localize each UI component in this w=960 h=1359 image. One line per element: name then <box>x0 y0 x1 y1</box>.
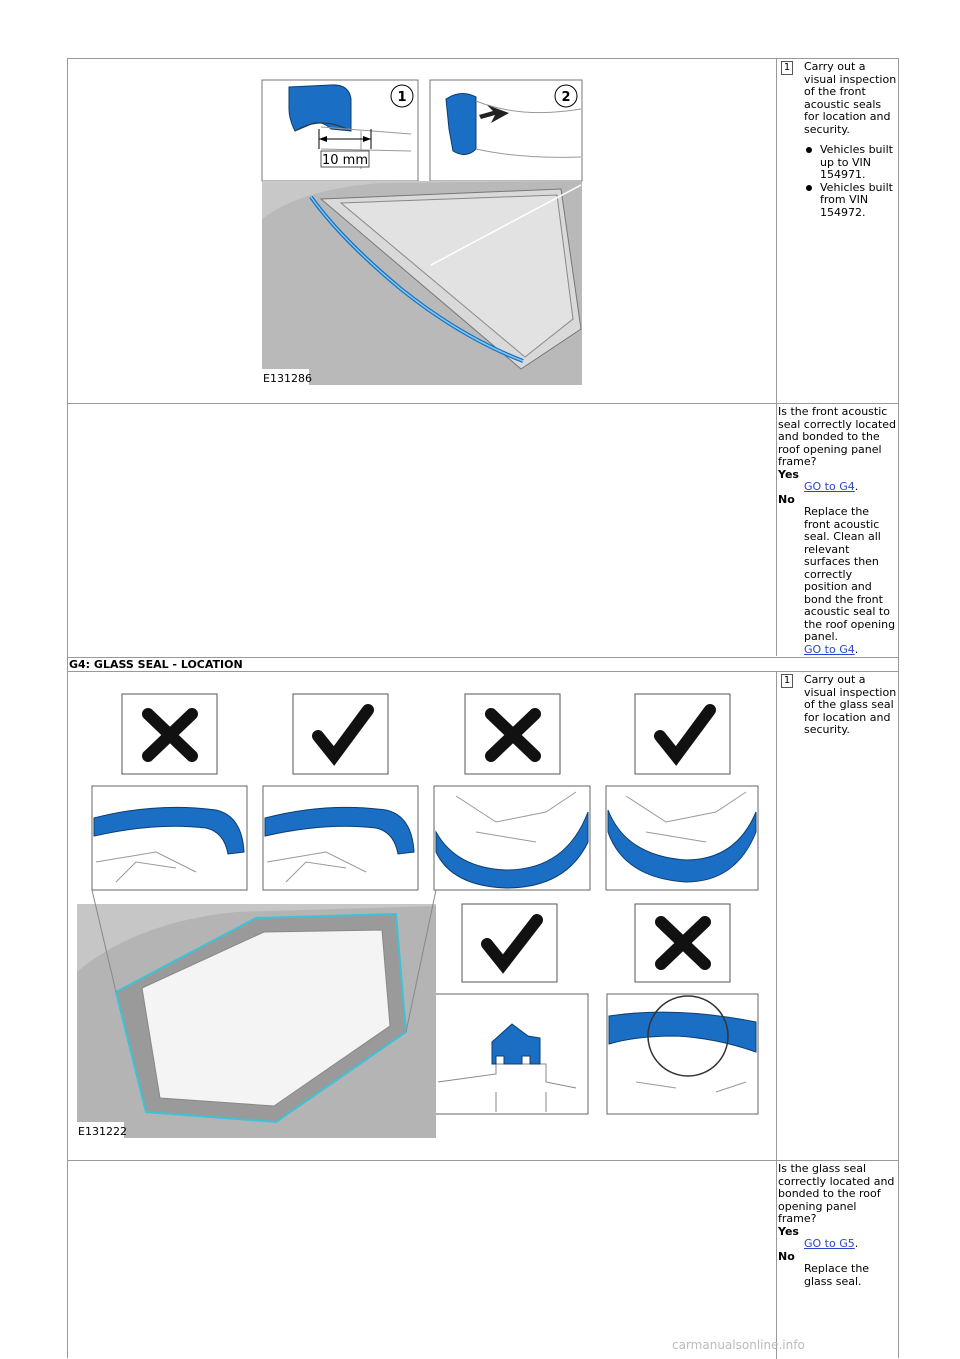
step-number: 1 <box>781 61 793 75</box>
no-instruction: Replace the front acoustic seal. Clean all relevant surfaces then correctly position and bond the front acoustic seal to the roof opening panel. <box>804 505 896 643</box>
row-front-seal-question <box>68 403 898 656</box>
cross-icon <box>635 904 730 982</box>
empty-cell <box>68 404 777 656</box>
callout-1: 1 <box>397 90 407 105</box>
section-heading: G4: GLASS SEAL - LOCATION <box>68 657 899 671</box>
question-text: Is the glass seal correctly located and bonded to the roof opening panel frame? <box>778 1162 895 1225</box>
step-number: 1 <box>781 674 793 688</box>
no-instruction: Replace the glass seal. <box>804 1262 870 1288</box>
figure-code: E131286 <box>263 372 312 385</box>
figure-code: E131222 <box>78 1125 127 1138</box>
question-cell: Is the front acoustic seal correctly located and bonded to the roof opening panel frame? Yes GO to G4. No Replace the front acoustic seal. Clean all relevant surfaces then correctly position and bond the front acoustic seal to the roof opening panel. GO to G4. <box>778 405 897 656</box>
procedure-table <box>67 58 899 1358</box>
no-label: No <box>778 492 795 506</box>
instruction-cell <box>777 59 898 219</box>
check-icon <box>635 694 730 774</box>
check-icon <box>293 694 388 774</box>
dimension-label: 10 mm <box>321 153 369 168</box>
yes-label: Yes <box>778 467 799 481</box>
go-to-g4-link[interactable]: GO to G4 <box>804 642 855 656</box>
row-glass-seal-inspection <box>68 671 898 1161</box>
cross-icon <box>465 694 560 774</box>
question-cell: Is the glass seal correctly located and bonded to the roof opening panel frame? Yes GO to G5. No Replace the glass seal. <box>777 1161 898 1288</box>
instruction-cell <box>777 672 898 737</box>
front-seal-illustration <box>261 79 583 385</box>
watermark-footer: carmanualsonline.info <box>672 1338 805 1352</box>
check-icon <box>462 904 557 982</box>
step-text: Carry out a visual inspection of the front acoustic seals for location and security. <box>804 60 897 136</box>
question-text: Is the front acoustic seal correctly located and bonded to the roof opening panel frame? <box>778 405 897 468</box>
go-to-g5-link[interactable]: GO to G5 <box>804 1237 855 1250</box>
cross-icon <box>122 694 217 774</box>
callout-2: 2 <box>561 90 571 105</box>
row-front-seal-inspection <box>68 58 898 404</box>
glass-seal-illustration <box>76 692 766 1142</box>
row-glass-seal-question <box>68 1160 898 1359</box>
bullet-item: Vehicles built from VIN 154972. <box>820 182 897 220</box>
step-text: Carry out a visual inspection of the glass seal for location and security. <box>804 673 897 736</box>
empty-cell <box>68 1161 777 1359</box>
no-label: No <box>778 1249 795 1263</box>
yes-label: Yes <box>778 1224 799 1238</box>
go-to-g4-link[interactable]: GO to G4 <box>804 480 855 493</box>
figure-cell <box>68 59 777 404</box>
bullet-item: Vehicles built up to VIN 154971. <box>820 144 897 182</box>
figure-cell <box>68 672 777 1161</box>
